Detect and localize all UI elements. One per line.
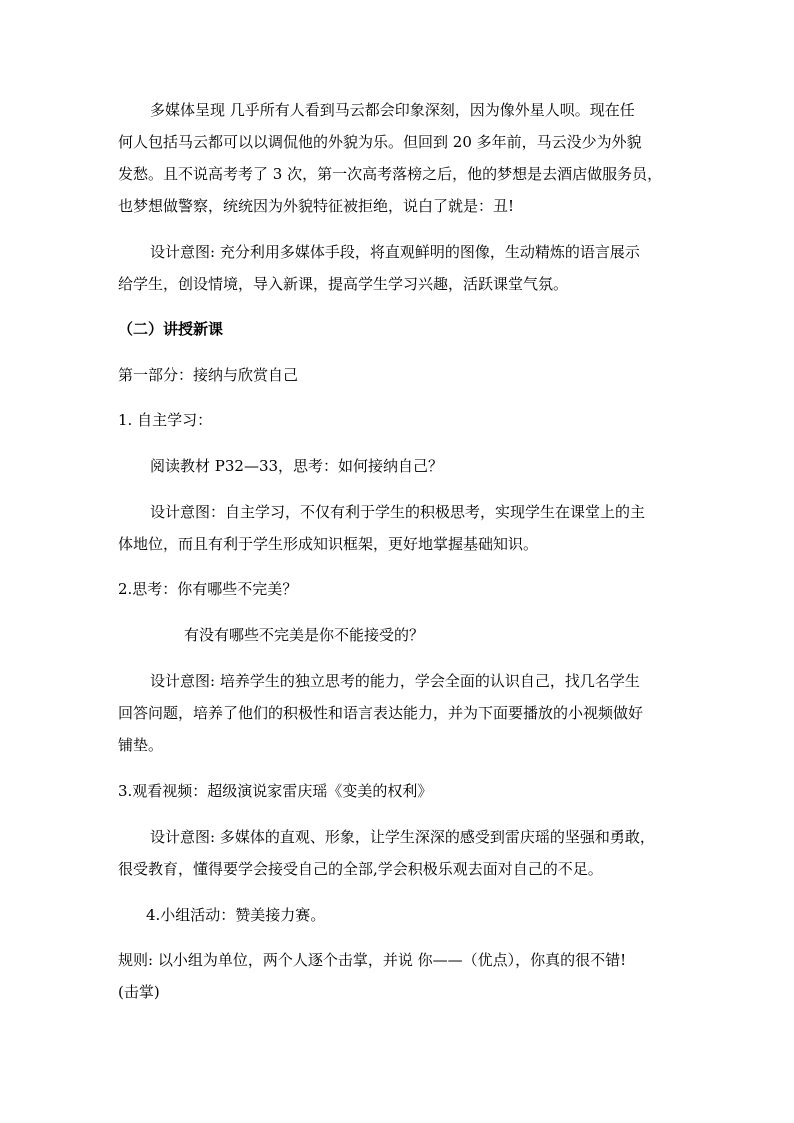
paragraph-intro-line: 多媒体呈现 几乎所有人看到马云都会印象深刻，因为像外星人呗。现在任 bbox=[150, 101, 635, 119]
step-heading: 1. 自主学习： bbox=[118, 411, 213, 429]
design-intent-line: 很受教育，懂得要学会接受自己的全部,学会积极乐观去面对自己的不足。 bbox=[118, 860, 603, 878]
design-intent-line: 体地位，而且有利于学生形成知识框架，更好地掌握基础知识。 bbox=[118, 535, 539, 553]
design-intent-line: 设计意图: 充分利用多媒体手段，将直观鲜明的图像，生动精炼的语言展示 bbox=[150, 243, 640, 261]
design-intent-line: 设计意图：自主学习，不仅有利于学生的积极思考，实现学生在课堂上的主 bbox=[150, 503, 646, 521]
step-heading: 4.小组活动：赞美接力赛。 bbox=[146, 906, 326, 924]
design-intent-line: 设计意图: 培养学生的独立思考的能力，学会全面的认识自己，找几名学生 bbox=[150, 672, 640, 690]
paragraph-intro-line: 也梦想做警察，统统因为外貌特征被拒绝，说白了就是：丑! bbox=[118, 197, 515, 215]
paragraph-intro-line: 何人包括马云都可以以调侃他的外貌为乐。但回到 20 多年前，马云没少为外貌 bbox=[118, 133, 642, 151]
paragraph-intro-line: 发愁。且不说高考考了 3 次，第一次高考落榜之后，他的梦想是去酒店做服务员， bbox=[118, 165, 663, 183]
step-heading: 2.思考：你有哪些不完美？ bbox=[118, 580, 298, 598]
rules-line: 规则: 以小组为单位，两个人逐个击掌，并说 你——（优点），你真的很不错! bbox=[118, 951, 627, 969]
section-heading: （二）讲授新课 bbox=[118, 320, 224, 338]
rules-line: (击掌) bbox=[118, 983, 160, 1001]
design-intent-line: 铺垫。 bbox=[118, 736, 164, 754]
design-intent-line: 回答问题，培养了他们的积极性和语言表达能力，并为下面要播放的小视频做好 bbox=[118, 704, 644, 722]
reading-task: 阅读教材 P32—33，思考：如何接纳自己？ bbox=[150, 457, 444, 475]
step-heading: 3.观看视频：超级演说家雷庆瑶《变美的权利》 bbox=[118, 782, 433, 800]
question-line: 有没有哪些不完美是你不能接受的？ bbox=[184, 626, 425, 644]
design-intent-line: 设计意图: 多媒体的直观、形象，让学生深深的感受到雷庆瑶的坚强和勇敢， bbox=[150, 828, 655, 846]
part-heading: 第一部分：接纳与欣赏自己 bbox=[118, 366, 299, 384]
design-intent-line: 给学生，创设情境，导入新课，提高学生学习兴趣，活跃课堂气氛。 bbox=[118, 275, 569, 293]
